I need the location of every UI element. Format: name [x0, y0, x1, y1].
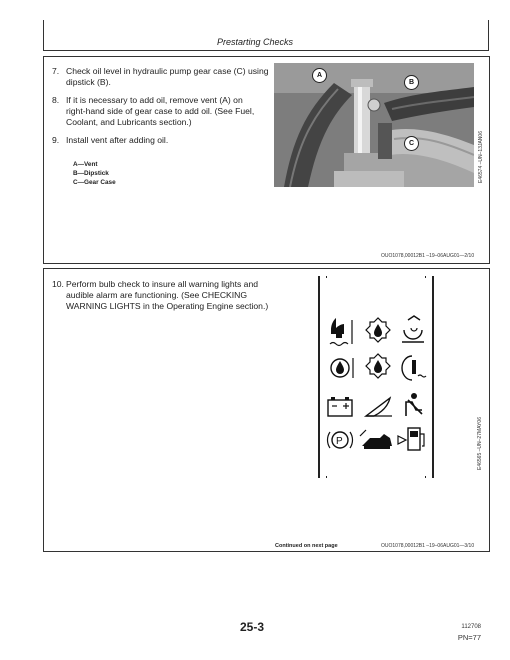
panel-left-rail [318, 276, 320, 478]
warning-lights-illustration [322, 278, 430, 476]
step-text: Check oil level in hydraulic pump gear case (C) using [66, 66, 269, 76]
callout-b: B [404, 75, 419, 90]
step-number: 9. [52, 135, 60, 145]
transmission-temperature-icon [402, 356, 426, 380]
legend-item: B—Dipstick [73, 170, 109, 177]
coolant-temperature-icon [330, 318, 352, 346]
step-7 [52, 66, 269, 88]
battery-icon [328, 397, 352, 416]
figure-code: E46574 –UN–13JAN06 [478, 131, 484, 183]
pn-number: PN=77 [457, 633, 481, 642]
fuel-level-icon [398, 428, 424, 450]
hydraulic-oil-icon [366, 354, 390, 378]
figure-legend [73, 160, 116, 187]
step-text: WARNING LIGHTS in the Operating Engine section.) [66, 301, 269, 311]
parking-brake-icon [327, 432, 352, 448]
step-text: Perform bulb check to insure all warning lights and [66, 279, 259, 289]
footer-code: 112708 [461, 624, 481, 630]
step-text: right-hand side of gear case to add oil. (See Fuel, [66, 106, 255, 116]
air-filter-icon [402, 316, 424, 342]
step-text: dipstick (B). [66, 77, 111, 87]
grade-indicator-icon [366, 398, 392, 416]
machine-tilt-icon [360, 430, 392, 449]
warning-lights-panel [322, 278, 430, 476]
seat-belt-icon [406, 393, 422, 416]
step-9 [52, 135, 168, 146]
step-10 [52, 279, 268, 312]
engine-oil-pressure-icon [366, 318, 390, 342]
page-number: 25-3 [240, 620, 265, 634]
legend-item: A—Vent [73, 161, 98, 168]
reference-code: OUO1078,00012B1 –19–06AUG01—2/10 [381, 253, 475, 259]
header-bottom-rule [43, 50, 489, 51]
legend-item: C—Gear Case [73, 179, 116, 186]
engine-oil-level-icon [331, 358, 353, 378]
figure-code: E46565 –UN–27MAY06 [477, 417, 483, 470]
step-text: Coolant, and Lubricants section.) [66, 117, 192, 127]
gear-case-illustration [274, 63, 474, 187]
step-text: If it is necessary to add oil, remove vent (A) on [66, 95, 243, 105]
page-title: Prestarting Checks [216, 37, 294, 47]
step-8 [52, 95, 254, 128]
callout-a: A [312, 68, 327, 83]
step-number: 7. [52, 66, 60, 76]
panel-right-rail [432, 276, 434, 478]
continued-note: Continued on next page [275, 543, 338, 549]
step-number: 10. [52, 279, 64, 289]
callout-c: C [404, 136, 419, 151]
gear-case-photo [274, 63, 474, 187]
reference-code: OUO1078,00012B1 –19–06AUG01—3/10 [381, 543, 475, 549]
step-text: audible alarm are functioning. (See CHECKING [66, 290, 248, 300]
step-number: 8. [52, 95, 60, 105]
step-text: Install vent after adding oil. [66, 135, 169, 145]
svg-text:P: P [336, 436, 343, 447]
